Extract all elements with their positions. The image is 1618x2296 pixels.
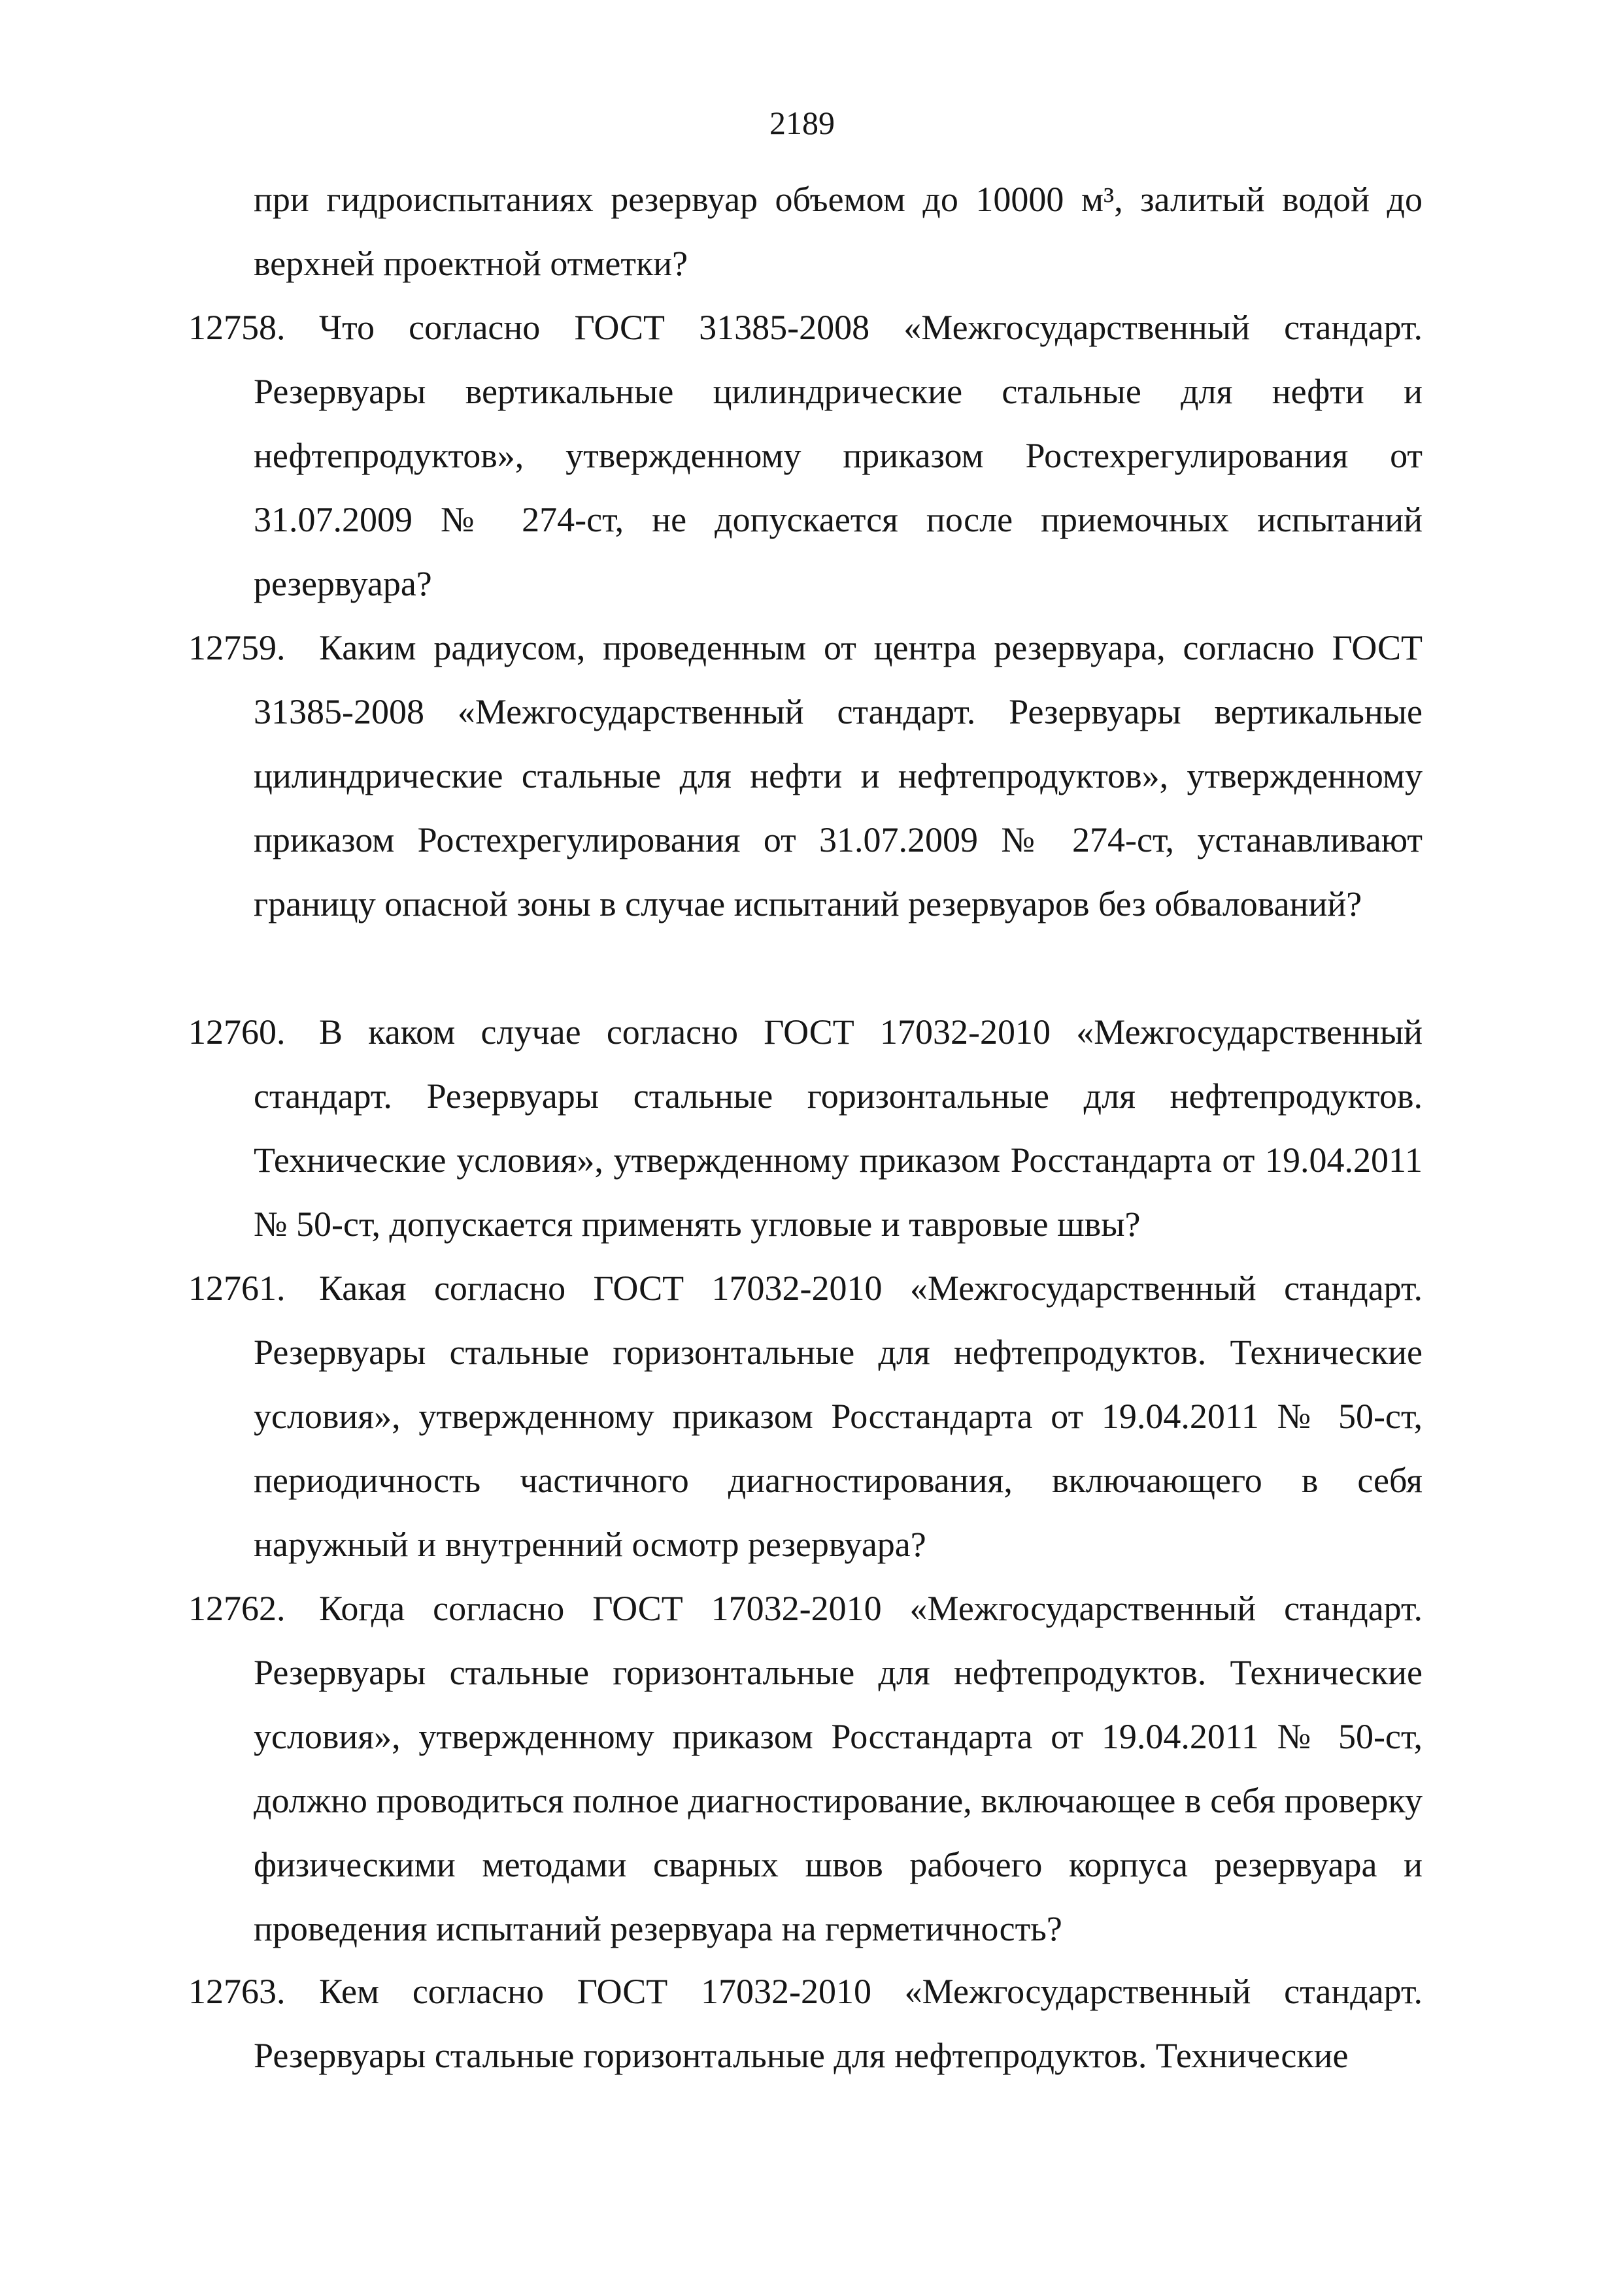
question-item-12763 xyxy=(188,1959,1423,2088)
question-number: 12760. xyxy=(188,1012,286,1052)
question-continuation-text: при гидроиспытаниях резервуар объемом до 10000 м³, залитый водой до верхней проектной отметки? xyxy=(254,180,1423,283)
question-number: 12758. xyxy=(188,308,286,347)
question-item-12760 xyxy=(188,1000,1423,1256)
question-number: 12759. xyxy=(188,628,286,667)
question-text: Когда согласно ГОСТ 17032-2010 «Межгосударственный стандарт. Резервуары стальные горизонтальные для нефтепродуктов. Технические условия», утвержденному приказом Росстандарта от 19.04.2011 № 50-ст, должно проводиться полное диагностирование, включающее в себя проверку физическими методами сварных швов рабочего корпуса резервуара и проведения испытаний резервуара на герметичность? xyxy=(254,1589,1423,1948)
question-number: 12761. xyxy=(188,1269,286,1308)
question-item-12758 xyxy=(188,295,1423,616)
question-text: Что согласно ГОСТ 31385-2008 «Межгосударственный стандарт. Резервуары вертикальные цилиндрические стальные для нефти и нефтепродуктов», утвержденному приказом Ростехрегулирования от 31.07.2009 № 274-ст, не допускается после приемочных испытаний резервуара? xyxy=(254,308,1423,603)
question-number: 12762. xyxy=(188,1589,286,1628)
question-number: 12763. xyxy=(188,1972,286,2011)
question-text: Кем согласно ГОСТ 17032-2010 «Межгосударственный стандарт. Резервуары стальные горизонтальные для нефтепродуктов. Технические xyxy=(254,1972,1423,2075)
question-text: В каком случае согласно ГОСТ 17032-2010 «Межгосударственный стандарт. Резервуары стальные горизонтальные для нефтепродуктов. Технические условия», утвержденному приказом Росстандарта от 19.04.2011 № 50-ст, допускается применять угловые и тавровые швы? xyxy=(254,1012,1423,1244)
question-item-12761 xyxy=(188,1256,1423,1576)
question-text: Какая согласно ГОСТ 17032-2010 «Межгосударственный стандарт. Резервуары стальные горизонтальные для нефтепродуктов. Технические условия», утвержденному приказом Росстандарта от 19.04.2011 № 50-ст, периодичность частичного диагностирования, включающего в себя наружный и внутренний осмотр резервуара? xyxy=(254,1269,1423,1564)
page-number: 2189 xyxy=(769,105,835,141)
question-item-12759 xyxy=(188,616,1423,936)
question-item-12762 xyxy=(188,1576,1423,1961)
question-text: Каким радиусом, проведенным от центра резервуара, согласно ГОСТ 31385-2008 «Межгосударственный стандарт. Резервуары вертикальные цилиндрические стальные для нефти и нефтепродуктов», утвержденному приказом Ростехрегулирования от 31.07.2009 № 274-ст, устанавливают границу опасной зоны в случае испытаний резервуаров без обвалований? xyxy=(254,628,1423,923)
